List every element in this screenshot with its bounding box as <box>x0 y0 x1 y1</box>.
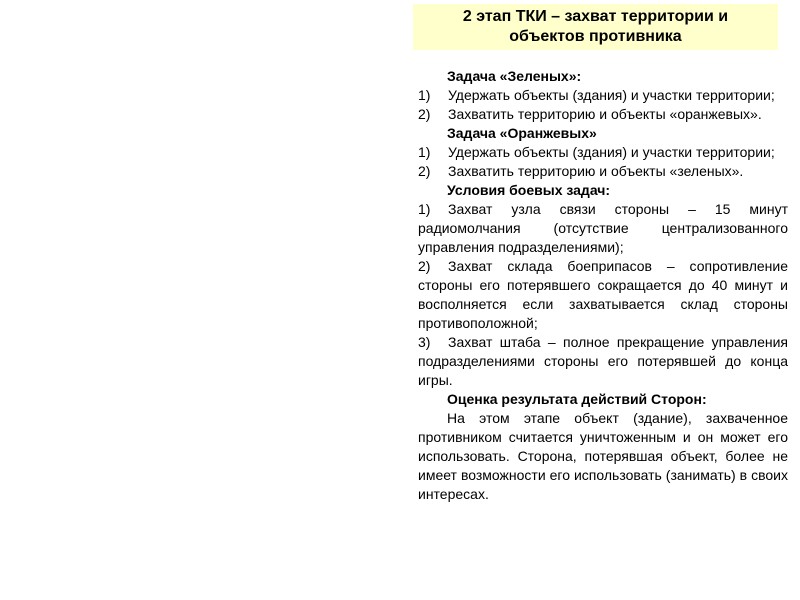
conditions-heading: Условия боевых задач: <box>447 182 611 198</box>
assessment-heading: Оценка результата действий Сторон: <box>447 391 707 407</box>
list-number: 1) <box>418 144 431 160</box>
list-number: 2) <box>418 106 431 122</box>
list-item-text: Захват склада боеприпасов – сопротивление стороны его потерявшего сокращается до 40 минут и восполняется если захватывается склад стороны противоположной; <box>418 258 788 331</box>
orange-task-item-2 <box>418 162 788 181</box>
list-item-text: Захватить территорию и объекты «зеленых». <box>448 163 744 179</box>
list-number: 2) <box>418 163 431 179</box>
orange-task-item-1 <box>418 143 788 162</box>
assessment-paragraph: На этом этапе объект (здание), захваченное противником считается уничтоженным и он может его использовать. Сторона, потерявшая объект, более не имеет возможности его использовать (занимать) в своих интересах. <box>418 410 788 502</box>
list-item-text: Захват штаба – полное прекращение управления подразделениями стороны его потерявшей до конца игры. <box>418 334 788 388</box>
list-number: 1) <box>418 87 431 103</box>
list-number: 1) <box>418 201 431 217</box>
green-task-item-1 <box>418 86 788 105</box>
list-number: 2) <box>418 258 431 274</box>
conditions-item-2 <box>418 257 788 333</box>
list-number: 3) <box>418 334 431 350</box>
green-task-item-2 <box>418 105 788 124</box>
list-item-text: Захватить территорию и объекты «оранжевых». <box>448 106 762 122</box>
list-item-text: Захват узла связи стороны – 15 минут радиомолчания (отсутствие централизованного управления подразделениями); <box>418 201 788 255</box>
slide-body <box>418 67 788 504</box>
conditions-item-3 <box>418 333 788 390</box>
orange-task-heading: Задача «Оранжевых» <box>447 125 597 141</box>
slide-title: 2 этап ТКИ – захват территории и объектов противника <box>462 8 729 45</box>
list-item-text: Удержать объекты (здания) и участки территории; <box>448 87 775 103</box>
green-task-heading: Задача «Зеленых»: <box>447 68 582 84</box>
list-item-text: Удержать объекты (здания) и участки территории; <box>448 144 775 160</box>
conditions-item-1 <box>418 200 788 257</box>
slide-title-box <box>413 4 778 50</box>
